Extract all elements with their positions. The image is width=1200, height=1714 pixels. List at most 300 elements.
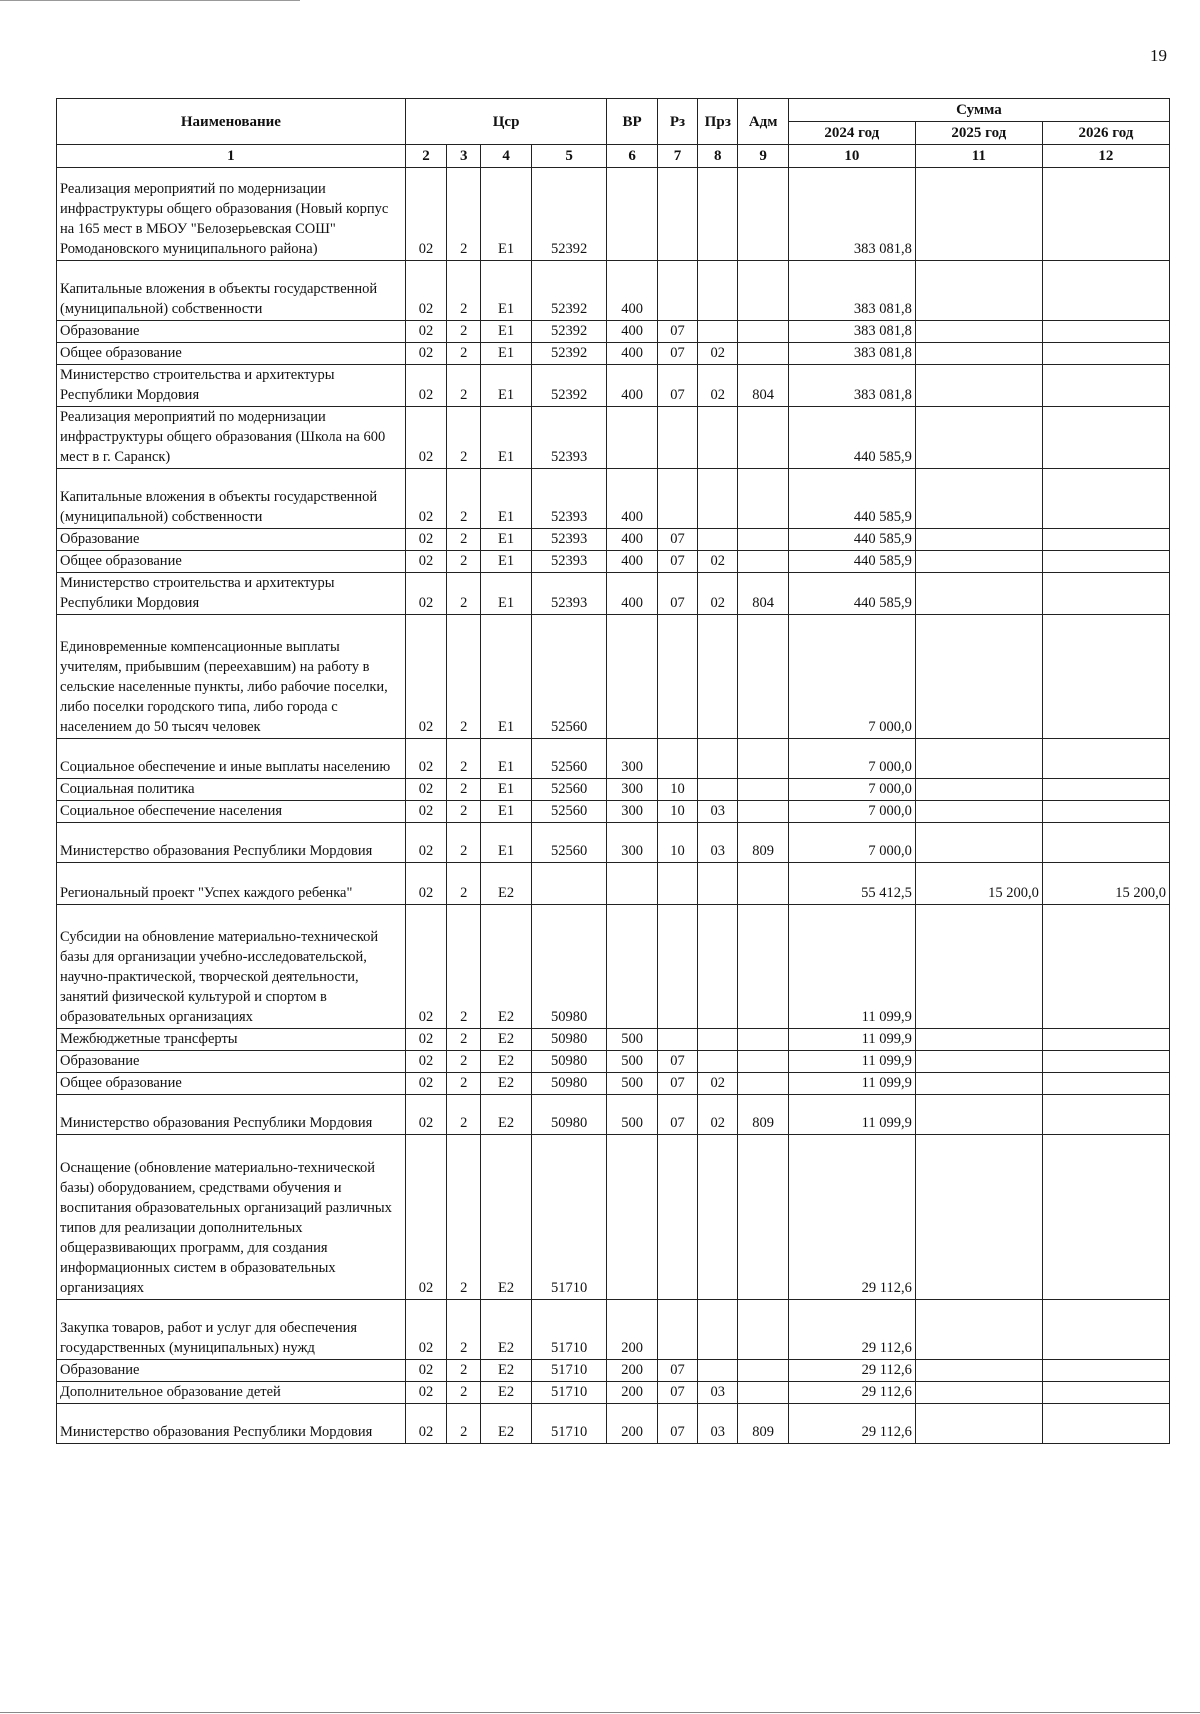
row-sum-2025	[915, 739, 1042, 779]
row-csr-project: E2	[481, 1360, 531, 1382]
row-sum-2026	[1042, 1051, 1169, 1073]
row-csr-program: 02	[405, 551, 446, 573]
row-csr-project: E2	[481, 1382, 531, 1404]
top-scan-edge	[0, 0, 300, 1]
row-csr-project: E1	[481, 551, 531, 573]
row-sum-2026	[1042, 469, 1169, 529]
row-csr-subprogram: 2	[447, 1300, 481, 1360]
budget-table	[56, 98, 1170, 1444]
row-sum-2026	[1042, 739, 1169, 779]
row-name: Реализация мероприятий по модернизации инфраструктуры общего образования (Школа на 600 мест в г. Саранск)	[57, 407, 406, 469]
row-name: Капитальные вложения в объекты государственной (муниципальной) собственности	[57, 469, 406, 529]
row-name: Министерство образования Республики Мордовия	[57, 1095, 406, 1135]
column-number: 6	[607, 145, 657, 168]
table-row	[57, 1095, 1170, 1135]
row-rz: 07	[657, 1073, 697, 1095]
row-csr-subprogram: 2	[447, 905, 481, 1029]
row-sum-2026	[1042, 261, 1169, 321]
row-csr-program: 02	[405, 801, 446, 823]
row-prz	[698, 1051, 738, 1073]
row-csr-program: 02	[405, 1300, 446, 1360]
row-name: Министерство строительства и архитектуры Республики Мордовия	[57, 573, 406, 615]
row-csr-program: 02	[405, 261, 446, 321]
column-number: 3	[447, 145, 481, 168]
row-rz: 10	[657, 823, 697, 863]
row-sum-2024: 11 099,9	[788, 1095, 915, 1135]
row-prz	[698, 863, 738, 905]
row-name: Образование	[57, 321, 406, 343]
row-prz	[698, 779, 738, 801]
row-csr-program: 02	[405, 365, 446, 407]
row-rz	[657, 905, 697, 1029]
row-name: Министерство строительства и архитектуры Республики Мордовия	[57, 365, 406, 407]
row-sum-2024: 383 081,8	[788, 343, 915, 365]
row-sum-2025	[915, 1095, 1042, 1135]
header-csr: Цср	[405, 99, 607, 145]
row-sum-2025	[915, 321, 1042, 343]
row-vr: 400	[607, 551, 657, 573]
row-sum-2025	[915, 573, 1042, 615]
row-csr-program: 02	[405, 739, 446, 779]
row-sum-2024: 29 112,6	[788, 1382, 915, 1404]
row-sum-2025	[915, 801, 1042, 823]
row-csr-direction: 50980	[531, 1029, 607, 1051]
row-csr-direction: 52560	[531, 801, 607, 823]
row-vr: 400	[607, 573, 657, 615]
table-row	[57, 1382, 1170, 1404]
row-csr-subprogram: 2	[447, 321, 481, 343]
row-vr: 500	[607, 1051, 657, 1073]
table-row	[57, 779, 1170, 801]
row-rz	[657, 168, 697, 261]
row-prz: 02	[698, 1073, 738, 1095]
row-csr-subprogram: 2	[447, 551, 481, 573]
row-rz	[657, 863, 697, 905]
row-rz	[657, 1300, 697, 1360]
row-sum-2024: 29 112,6	[788, 1135, 915, 1300]
row-csr-direction: 52393	[531, 529, 607, 551]
row-sum-2025	[915, 779, 1042, 801]
header-row-1	[57, 99, 1170, 122]
row-name: Субсидии на обновление материально-технической базы для организации учебно-исследовательской, научно-практической, творческой деятельности, занятий физической культурой и спортом в образовательных организациях	[57, 905, 406, 1029]
row-vr: 400	[607, 321, 657, 343]
table-row	[57, 1073, 1170, 1095]
row-csr-project: E1	[481, 779, 531, 801]
row-csr-program: 02	[405, 573, 446, 615]
header-year-2024: 2024 год	[788, 122, 915, 145]
row-sum-2024: 440 585,9	[788, 469, 915, 529]
row-csr-subprogram: 2	[447, 469, 481, 529]
row-csr-project: E1	[481, 573, 531, 615]
row-csr-project: E2	[481, 863, 531, 905]
bottom-scan-edge	[0, 1712, 1200, 1713]
row-adm: 809	[738, 1404, 788, 1444]
row-csr-program: 02	[405, 1051, 446, 1073]
row-csr-subprogram: 2	[447, 863, 481, 905]
row-sum-2024: 11 099,9	[788, 905, 915, 1029]
row-sum-2026	[1042, 343, 1169, 365]
row-name: Общее образование	[57, 551, 406, 573]
row-sum-2024: 440 585,9	[788, 551, 915, 573]
row-sum-2024: 440 585,9	[788, 573, 915, 615]
row-csr-subprogram: 2	[447, 261, 481, 321]
row-sum-2024: 11 099,9	[788, 1051, 915, 1073]
row-sum-2026	[1042, 1135, 1169, 1300]
row-name: Закупка товаров, работ и услуг для обеспечения государственных (муниципальных) нужд	[57, 1300, 406, 1360]
row-adm	[738, 407, 788, 469]
row-csr-project: E1	[481, 801, 531, 823]
row-csr-subprogram: 2	[447, 365, 481, 407]
row-csr-project: E1	[481, 261, 531, 321]
table-row	[57, 1029, 1170, 1051]
table-row	[57, 615, 1170, 739]
row-name: Общее образование	[57, 343, 406, 365]
row-csr-program: 02	[405, 1029, 446, 1051]
row-csr-subprogram: 2	[447, 573, 481, 615]
row-name: Министерство образования Республики Мордовия	[57, 823, 406, 863]
row-sum-2025	[915, 1029, 1042, 1051]
row-vr	[607, 905, 657, 1029]
row-csr-project: E2	[481, 1095, 531, 1135]
row-csr-project: E1	[481, 469, 531, 529]
table-row	[57, 801, 1170, 823]
row-prz	[698, 1300, 738, 1360]
row-prz	[698, 905, 738, 1029]
row-sum-2026	[1042, 1300, 1169, 1360]
row-adm	[738, 1300, 788, 1360]
row-sum-2024: 29 112,6	[788, 1404, 915, 1444]
row-adm	[738, 1360, 788, 1382]
row-rz	[657, 1029, 697, 1051]
table-row	[57, 1135, 1170, 1300]
table-row	[57, 407, 1170, 469]
row-prz: 03	[698, 823, 738, 863]
row-csr-direction: 51710	[531, 1382, 607, 1404]
row-sum-2025	[915, 407, 1042, 469]
row-sum-2026	[1042, 779, 1169, 801]
row-vr	[607, 1135, 657, 1300]
row-csr-direction: 52392	[531, 261, 607, 321]
row-vr: 200	[607, 1382, 657, 1404]
row-adm	[738, 863, 788, 905]
row-sum-2024: 440 585,9	[788, 529, 915, 551]
row-csr-subprogram: 2	[447, 801, 481, 823]
row-csr-subprogram: 2	[447, 1382, 481, 1404]
row-csr-subprogram: 2	[447, 1051, 481, 1073]
row-vr: 300	[607, 823, 657, 863]
row-csr-project: E1	[481, 321, 531, 343]
row-rz: 07	[657, 1360, 697, 1382]
row-adm	[738, 779, 788, 801]
row-sum-2024: 11 099,9	[788, 1029, 915, 1051]
row-rz: 07	[657, 573, 697, 615]
row-csr-direction: 52560	[531, 739, 607, 779]
row-prz: 02	[698, 1095, 738, 1135]
table-row	[57, 321, 1170, 343]
row-csr-direction: 51710	[531, 1360, 607, 1382]
row-csr-direction: 52392	[531, 343, 607, 365]
row-adm	[738, 321, 788, 343]
row-csr-subprogram: 2	[447, 779, 481, 801]
row-csr-program: 02	[405, 823, 446, 863]
row-adm	[738, 551, 788, 573]
row-sum-2025	[915, 1135, 1042, 1300]
row-sum-2025	[915, 469, 1042, 529]
column-number-row	[57, 145, 1170, 168]
row-csr-program: 02	[405, 615, 446, 739]
row-rz: 07	[657, 1095, 697, 1135]
row-vr: 300	[607, 779, 657, 801]
row-sum-2026	[1042, 823, 1169, 863]
table-row	[57, 261, 1170, 321]
row-csr-project: E2	[481, 905, 531, 1029]
table-row	[57, 1360, 1170, 1382]
row-rz: 10	[657, 801, 697, 823]
table-row	[57, 469, 1170, 529]
row-adm	[738, 801, 788, 823]
row-sum-2024: 11 099,9	[788, 1073, 915, 1095]
row-sum-2024: 7 000,0	[788, 615, 915, 739]
row-name: Капитальные вложения в объекты государственной (муниципальной) собственности	[57, 261, 406, 321]
row-adm	[738, 1051, 788, 1073]
row-csr-subprogram: 2	[447, 529, 481, 551]
row-csr-program: 02	[405, 905, 446, 1029]
row-csr-direction: 52393	[531, 469, 607, 529]
table-row	[57, 365, 1170, 407]
row-sum-2025	[915, 1360, 1042, 1382]
row-sum-2025	[915, 343, 1042, 365]
row-prz	[698, 739, 738, 779]
row-csr-program: 02	[405, 779, 446, 801]
column-number: 7	[657, 145, 697, 168]
row-csr-direction: 51710	[531, 1135, 607, 1300]
row-prz	[698, 1360, 738, 1382]
row-csr-project: E1	[481, 615, 531, 739]
row-sum-2025: 15 200,0	[915, 863, 1042, 905]
row-sum-2024: 383 081,8	[788, 321, 915, 343]
row-vr: 200	[607, 1404, 657, 1444]
row-sum-2026	[1042, 615, 1169, 739]
row-csr-direction: 52392	[531, 168, 607, 261]
row-csr-direction: 52393	[531, 573, 607, 615]
header-name: Наименование	[57, 99, 406, 145]
row-csr-subprogram: 2	[447, 168, 481, 261]
row-csr-program: 02	[405, 1073, 446, 1095]
row-csr-subprogram: 2	[447, 823, 481, 863]
row-rz: 07	[657, 1051, 697, 1073]
row-vr: 400	[607, 261, 657, 321]
row-csr-subprogram: 2	[447, 615, 481, 739]
row-prz	[698, 1029, 738, 1051]
row-prz: 02	[698, 551, 738, 573]
table-row	[57, 343, 1170, 365]
row-csr-project: E2	[481, 1073, 531, 1095]
row-rz	[657, 469, 697, 529]
column-number: 5	[531, 145, 607, 168]
row-sum-2024: 7 000,0	[788, 779, 915, 801]
row-name: Образование	[57, 1360, 406, 1382]
row-csr-program: 02	[405, 1404, 446, 1444]
row-sum-2025	[915, 905, 1042, 1029]
row-csr-direction: 52560	[531, 615, 607, 739]
row-prz	[698, 1135, 738, 1300]
row-sum-2025	[915, 1051, 1042, 1073]
row-rz	[657, 407, 697, 469]
row-csr-direction	[531, 863, 607, 905]
row-csr-subprogram: 2	[447, 1360, 481, 1382]
row-sum-2026	[1042, 801, 1169, 823]
row-sum-2024: 29 112,6	[788, 1360, 915, 1382]
row-rz	[657, 739, 697, 779]
row-adm	[738, 469, 788, 529]
row-csr-project: E2	[481, 1051, 531, 1073]
row-name: Министерство образования Республики Мордовия	[57, 1404, 406, 1444]
row-csr-project: E1	[481, 529, 531, 551]
table-row	[57, 168, 1170, 261]
row-csr-program: 02	[405, 407, 446, 469]
row-adm	[738, 1073, 788, 1095]
row-sum-2025	[915, 1300, 1042, 1360]
row-vr: 200	[607, 1360, 657, 1382]
row-csr-program: 02	[405, 1360, 446, 1382]
row-sum-2026	[1042, 1029, 1169, 1051]
column-number: 2	[405, 145, 446, 168]
row-csr-subprogram: 2	[447, 1404, 481, 1444]
row-rz: 07	[657, 529, 697, 551]
row-prz	[698, 529, 738, 551]
row-csr-direction: 52560	[531, 779, 607, 801]
row-adm	[738, 1029, 788, 1051]
table-row	[57, 551, 1170, 573]
row-csr-subprogram: 2	[447, 739, 481, 779]
row-prz: 03	[698, 1404, 738, 1444]
row-name: Социальное обеспечение населения	[57, 801, 406, 823]
row-rz: 07	[657, 321, 697, 343]
row-csr-direction: 52392	[531, 321, 607, 343]
row-csr-subprogram: 2	[447, 407, 481, 469]
row-csr-program: 02	[405, 343, 446, 365]
row-prz: 02	[698, 573, 738, 615]
row-sum-2024: 7 000,0	[788, 801, 915, 823]
row-sum-2026	[1042, 551, 1169, 573]
table-body	[57, 168, 1170, 1444]
row-adm	[738, 1135, 788, 1300]
row-csr-project: E1	[481, 343, 531, 365]
row-csr-subprogram: 2	[447, 1095, 481, 1135]
row-prz: 03	[698, 1382, 738, 1404]
row-name: Региональный проект "Успех каждого ребенка"	[57, 863, 406, 905]
row-csr-project: E2	[481, 1135, 531, 1300]
row-adm	[738, 529, 788, 551]
row-csr-subprogram: 2	[447, 1029, 481, 1051]
row-sum-2024: 383 081,8	[788, 168, 915, 261]
header-year-2026: 2026 год	[1042, 122, 1169, 145]
row-sum-2025	[915, 365, 1042, 407]
table-row	[57, 823, 1170, 863]
row-csr-direction: 52393	[531, 551, 607, 573]
table-row	[57, 739, 1170, 779]
row-adm	[738, 739, 788, 779]
row-sum-2024: 7 000,0	[788, 739, 915, 779]
row-csr-direction: 50980	[531, 905, 607, 1029]
table-row	[57, 529, 1170, 551]
row-sum-2026	[1042, 529, 1169, 551]
row-sum-2025	[915, 551, 1042, 573]
row-adm: 804	[738, 365, 788, 407]
row-sum-2026	[1042, 168, 1169, 261]
row-vr: 500	[607, 1073, 657, 1095]
row-sum-2025	[915, 615, 1042, 739]
row-csr-subprogram: 2	[447, 1073, 481, 1095]
row-sum-2025	[915, 529, 1042, 551]
row-adm: 809	[738, 823, 788, 863]
row-name: Единовременные компенсационные выплаты учителям, прибывшим (переехавшим) на работу в сельские населенные пункты, либо рабочие поселки, либо поселки городского типа, либо города с населением до 50 тысяч человек	[57, 615, 406, 739]
row-csr-project: E2	[481, 1404, 531, 1444]
row-adm	[738, 343, 788, 365]
row-csr-direction: 50980	[531, 1095, 607, 1135]
row-adm: 804	[738, 573, 788, 615]
row-sum-2026: 15 200,0	[1042, 863, 1169, 905]
column-number: 8	[698, 145, 738, 168]
row-vr	[607, 615, 657, 739]
row-sum-2025	[915, 168, 1042, 261]
row-name: Образование	[57, 1051, 406, 1073]
row-csr-direction: 52392	[531, 365, 607, 407]
row-vr: 300	[607, 801, 657, 823]
row-sum-2026	[1042, 1095, 1169, 1135]
row-csr-project: E1	[481, 365, 531, 407]
row-sum-2024: 383 081,8	[788, 365, 915, 407]
row-adm	[738, 1382, 788, 1404]
row-sum-2026	[1042, 1404, 1169, 1444]
header-prz: Прз	[698, 99, 738, 145]
row-vr: 500	[607, 1095, 657, 1135]
row-vr	[607, 863, 657, 905]
column-number: 4	[481, 145, 531, 168]
table-row	[57, 863, 1170, 905]
row-csr-direction: 52393	[531, 407, 607, 469]
row-csr-program: 02	[405, 863, 446, 905]
row-vr	[607, 407, 657, 469]
row-prz	[698, 261, 738, 321]
row-vr: 300	[607, 739, 657, 779]
row-csr-direction: 50980	[531, 1073, 607, 1095]
row-csr-project: E2	[481, 1300, 531, 1360]
row-rz: 10	[657, 779, 697, 801]
row-name: Социальное обеспечение и иные выплаты населению	[57, 739, 406, 779]
row-csr-program: 02	[405, 1135, 446, 1300]
row-sum-2024: 440 585,9	[788, 407, 915, 469]
row-adm: 809	[738, 1095, 788, 1135]
row-prz	[698, 321, 738, 343]
row-adm	[738, 168, 788, 261]
row-prz	[698, 469, 738, 529]
row-adm	[738, 905, 788, 1029]
row-sum-2026	[1042, 1073, 1169, 1095]
column-number: 10	[788, 145, 915, 168]
table-row	[57, 905, 1170, 1029]
row-adm	[738, 615, 788, 739]
row-prz	[698, 615, 738, 739]
row-prz	[698, 168, 738, 261]
row-name: Реализация мероприятий по модернизации инфраструктуры общего образования (Новый корпус на 165 мест в МБОУ "Белозерьевская СОШ" Ромодановского муниципального района)	[57, 168, 406, 261]
row-name: Социальная политика	[57, 779, 406, 801]
row-sum-2026	[1042, 407, 1169, 469]
row-csr-program: 02	[405, 469, 446, 529]
row-sum-2024: 29 112,6	[788, 1300, 915, 1360]
row-sum-2025	[915, 1073, 1042, 1095]
row-csr-direction: 50980	[531, 1051, 607, 1073]
